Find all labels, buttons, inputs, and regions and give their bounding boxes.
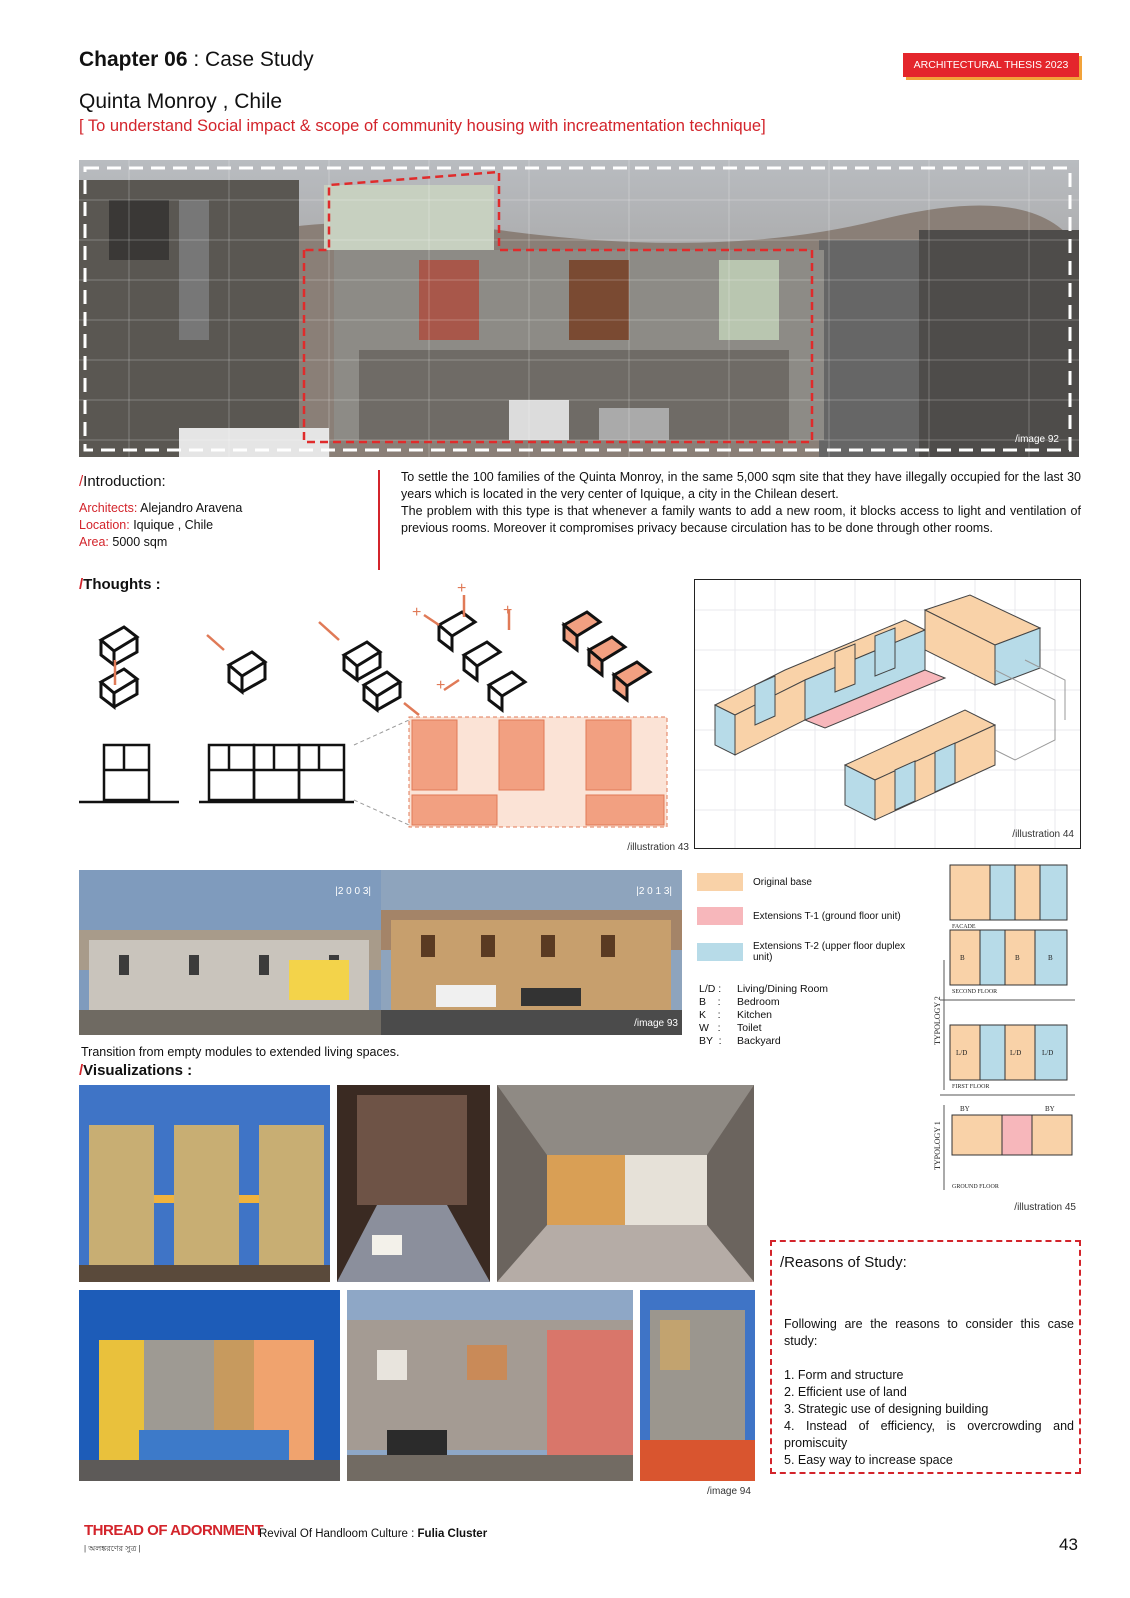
- transition-caption: Transition from empty modules to extended living spaces.: [81, 1045, 400, 1059]
- year-2013-label: |2 0 1 3|: [636, 886, 672, 897]
- project-facts: Architects: Alejandro Aravena Location: Iquique , Chile Area: 5000 sqm: [79, 501, 243, 549]
- typology-2-label: TYPOLOGY 2: [933, 996, 942, 1045]
- abbr-row: W : Toilet: [699, 1022, 762, 1034]
- svg-text:L/D: L/D: [1042, 1049, 1054, 1057]
- legend-item: Extensions T-1 (ground floor unit): [697, 905, 927, 927]
- image-93-caption: /image 93: [634, 1018, 678, 1029]
- visualization-photo-courtyard: [347, 1290, 633, 1481]
- visualization-render-interior-room: [497, 1085, 754, 1282]
- project-subtitle: Quinta Monroy , Chile: [79, 90, 283, 113]
- footer-tagline: Revival Of Handloom Culture : Fulia Cluster: [259, 1528, 488, 1540]
- reason-item: 3. Strategic use of designing building: [784, 1402, 989, 1416]
- color-legend: [697, 871, 927, 965]
- thesis-badge: ARCHITECTURAL THESIS 2023: [903, 53, 1079, 77]
- svg-text:B: B: [1048, 954, 1053, 962]
- intro-text: To settle the 100 families of the Quinta Monroy, in the same 5,000 sqm site that they have illegally occupied for the last 30 years which is located in the very center of Iquique, a city in the Chilean desert. The problem with this type is that whenever a family wants to add a new room, it blocks access to light and ventilation of previous rooms. Moreover it compromises privacy because circulation has to be done through other rooms.: [401, 470, 1081, 535]
- brand-logo: THREAD OF ADORNMENT: [84, 1522, 264, 1539]
- image-92-caption: /image 92: [1015, 434, 1059, 445]
- second-floor-label: SECOND FLOOR: [952, 989, 998, 995]
- svg-text:+: +: [503, 602, 513, 619]
- visualizations-heading: /Visualizations :: [79, 1062, 193, 1079]
- typology-1-label: TYPOLOGY 1: [933, 1121, 942, 1170]
- photo-2003: [79, 870, 381, 1035]
- illustration-45-caption: /illustration 45: [1014, 1202, 1076, 1213]
- reason-item: 5. Easy way to increase space: [784, 1453, 953, 1467]
- year-2003-label: |2 0 0 3|: [335, 886, 371, 897]
- study-scope: [ To understand Social impact & scope of community housing with increatmentation technique]: [79, 117, 766, 135]
- room-abbreviations: [699, 983, 828, 1048]
- first-floor-label: FIRST FLOOR: [952, 1084, 990, 1090]
- visualization-photo-colored-facade: [79, 1290, 340, 1481]
- reasons-of-study-box: [770, 1240, 1081, 1474]
- svg-text:L/D: L/D: [1010, 1049, 1022, 1057]
- abbr-row: BY : Backyard: [699, 1035, 781, 1047]
- facade-label: FACADE: [952, 924, 976, 930]
- legend-swatch-t2: [697, 943, 743, 961]
- visualization-photo-extension: [640, 1290, 755, 1481]
- introduction-heading: /Introduction:: [79, 473, 166, 490]
- illustration-44-caption: /illustration 44: [1012, 829, 1074, 840]
- brand-subtitle: | অলঙ্করণের সুত্র |: [84, 1544, 141, 1553]
- svg-text:BY: BY: [960, 1105, 970, 1113]
- svg-text:+: +: [436, 677, 446, 694]
- svg-text:B: B: [960, 954, 965, 962]
- reason-item: 4. Instead of efficiency, is overcrowding and promiscuity: [784, 1419, 1074, 1450]
- intro-divider: [378, 470, 380, 570]
- reasons-list: [784, 1316, 1074, 1469]
- page-number: 43: [1059, 1535, 1078, 1554]
- illustration-43-caption: /illustration 43: [627, 842, 689, 853]
- isometric-housing-illustration: [694, 579, 1081, 849]
- photo-2013: [381, 870, 682, 1035]
- typology-plans: [930, 860, 1080, 1215]
- visualization-render-interior-stair: [337, 1085, 490, 1282]
- abbr-row: L/D : Living/Dining Room: [699, 983, 829, 995]
- legend-item: Original base: [697, 871, 927, 893]
- abbr-row: B : Bedroom: [699, 996, 780, 1008]
- main-housing-photo: [79, 160, 1079, 457]
- image-94-caption: /image 94: [707, 1486, 751, 1497]
- reasons-heading: /Reasons of Study:: [780, 1254, 907, 1271]
- visualization-render-exterior: [79, 1085, 330, 1282]
- legend-swatch-t1: [697, 907, 743, 925]
- reason-item: 2. Efficient use of land: [784, 1385, 907, 1399]
- svg-text:B: B: [1015, 954, 1020, 962]
- svg-text:+: +: [457, 580, 467, 597]
- legend-swatch-original: [697, 873, 743, 891]
- svg-text:L/D: L/D: [956, 1049, 968, 1057]
- ground-floor-label: GROUND FLOOR: [952, 1184, 999, 1190]
- svg-text:BY: BY: [1045, 1105, 1055, 1113]
- thoughts-heading: /Thoughts :: [79, 576, 161, 593]
- reasons-intro: Following are the reasons to consider this case study:: [784, 1317, 1074, 1348]
- reason-item: 1. Form and structure: [784, 1368, 904, 1382]
- chapter-title: Chapter 06 : Case Study: [79, 48, 314, 71]
- abbr-row: K : Kitchen: [699, 1009, 773, 1021]
- svg-text:+: +: [412, 604, 422, 621]
- legend-item: Extensions T-2 (upper floor duplex unit): [697, 939, 927, 965]
